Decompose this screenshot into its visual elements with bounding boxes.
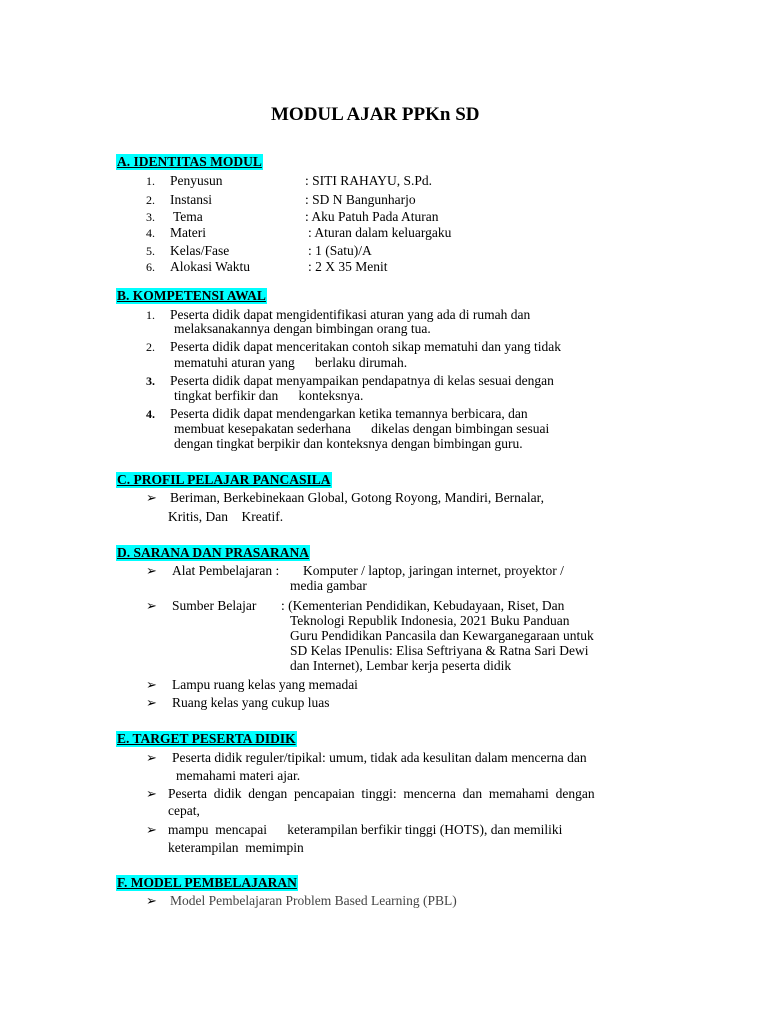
arrow-bullet-icon: ➢	[146, 563, 157, 578]
arrow-bullet-icon: ➢	[146, 677, 157, 692]
list-item-text: Peserta didik dengan pencapaian tinggi: mencerna dan memahami dengan	[168, 786, 595, 801]
identity-value: : 2 X 35 Menit	[308, 259, 388, 274]
arrow-bullet-icon: ➢	[146, 822, 157, 837]
list-item-text: Peserta didik dapat menyampaikan pendapatnya di kelas sesuai dengan	[170, 373, 554, 388]
list-item-text: Peserta didik dapat menceritakan contoh sikap mematuhi dan yang tidak	[170, 339, 562, 354]
identity-label: Kelas/Fase	[170, 243, 230, 258]
list-item-text: Peserta didik reguler/tipikal: umum, tidak ada kesulitan dalam mencerna dan	[172, 750, 587, 765]
list-number: 6.	[146, 260, 155, 274]
list-number: 2.	[146, 193, 155, 207]
list-item-text: Lampu ruang kelas yang memadai	[172, 677, 358, 692]
list-item-text: melaksanakannya dengan bimbingan orang tua.	[174, 321, 431, 336]
list-item-text: Beriman, Berkebinekaan Global, Gotong Royong, Mandiri, Bernalar,	[170, 490, 544, 505]
list-item-text: media gambar	[290, 578, 367, 593]
list-item-text: dan Internet), Lembar kerja peserta didik	[290, 658, 512, 673]
list-item-text: membuat kesepakatan sederhana dikelas dengan bimbingan sesuai	[174, 421, 550, 436]
identity-value: : Aturan dalam keluargaku	[308, 225, 452, 240]
list-item-text: Ruang kelas yang cukup luas	[172, 695, 330, 710]
list-item-text: Komputer / laptop, jaringan internet, proyektor /	[303, 563, 564, 578]
arrow-bullet-icon: ➢	[146, 893, 157, 908]
identity-value: : SITI RAHAYU, S.Pd.	[305, 173, 433, 188]
list-number: 3.	[146, 210, 155, 224]
arrow-bullet-icon: ➢	[146, 750, 157, 765]
list-number: 4.	[146, 226, 155, 240]
list-item-text: Guru Pendidikan Pancasila dan Kewarganegaraan untuk	[290, 628, 594, 643]
identity-label: Tema	[173, 209, 203, 224]
list-number: 3.	[146, 374, 155, 388]
list-item-text: memahami materi ajar.	[176, 768, 301, 783]
sumber-label: Sumber Belajar	[172, 598, 257, 613]
list-item-text: dengan tingkat berpikir dan konteksnya dengan bimbingan guru.	[174, 436, 523, 451]
section-b-heading: B. KOMPETENSI AWAL	[117, 288, 266, 303]
list-item-text: Peserta didik dapat mendengarkan ketika temannya berbicara, dan	[170, 406, 528, 421]
list-item-text: mematuhi aturan yang berlaku dirumah.	[174, 355, 408, 370]
identity-value: : Aku Patuh Pada Aturan	[305, 209, 439, 224]
identity-label: Alokasi Waktu	[170, 259, 251, 274]
section-c-heading: C. PROFIL PELAJAR PANCASILA	[117, 472, 331, 487]
arrow-bullet-icon: ➢	[146, 786, 157, 801]
list-number: 1.	[146, 308, 155, 322]
arrow-bullet-icon: ➢	[146, 490, 157, 505]
identity-value: : 1 (Satu)/A	[308, 243, 372, 258]
list-item-text: tingkat berfikir dan konteksnya.	[174, 388, 364, 403]
list-item-text: keterampilan memimpin	[168, 840, 304, 855]
section-f-heading: F. MODEL PEMBELAJARAN	[117, 875, 297, 890]
section-e-heading: E. TARGET PESERTA DIDIK	[117, 731, 296, 746]
list-item-text: SD Kelas IPenulis: Elisa Seftriyana & Ratna Sari Dewi	[290, 643, 589, 658]
arrow-bullet-icon: ➢	[146, 695, 157, 710]
list-item-text: cepat,	[168, 803, 200, 818]
list-item-text: Model Pembelajaran Problem Based Learning (PBL)	[170, 893, 457, 908]
identity-value: : SD N Bangunharjo	[305, 192, 416, 207]
alat-label: Alat Pembelajaran :	[172, 563, 280, 578]
identity-label: Materi	[170, 225, 206, 240]
identity-label: Penyusun	[170, 173, 223, 188]
identity-label: Instansi	[170, 192, 212, 207]
list-item-text: : (Kementerian Pendidikan, Kebudayaan, Riset, Dan	[281, 598, 565, 613]
page-title: MODUL AJAR PPKn SD	[271, 104, 480, 125]
list-item-text: Teknologi Republik Indonesia, 2021 Buku Panduan	[290, 613, 570, 628]
list-number: 2.	[146, 340, 155, 354]
list-item-text: mampu mencapai keterampilan berfikir tinggi (HOTS), dan memiliki	[168, 822, 563, 837]
section-a-heading: A. IDENTITAS MODUL	[117, 154, 262, 169]
arrow-bullet-icon: ➢	[146, 598, 157, 613]
list-item-text: Kritis, Dan Kreatif.	[168, 509, 284, 524]
section-d-heading: D. SARANA DAN PRASARANA	[117, 545, 310, 560]
list-number: 4.	[146, 407, 155, 421]
list-number: 1.	[146, 174, 155, 188]
list-number: 5.	[146, 244, 155, 258]
list-item-text: Peserta didik dapat mengidentifikasi aturan yang ada di rumah dan	[170, 307, 531, 322]
